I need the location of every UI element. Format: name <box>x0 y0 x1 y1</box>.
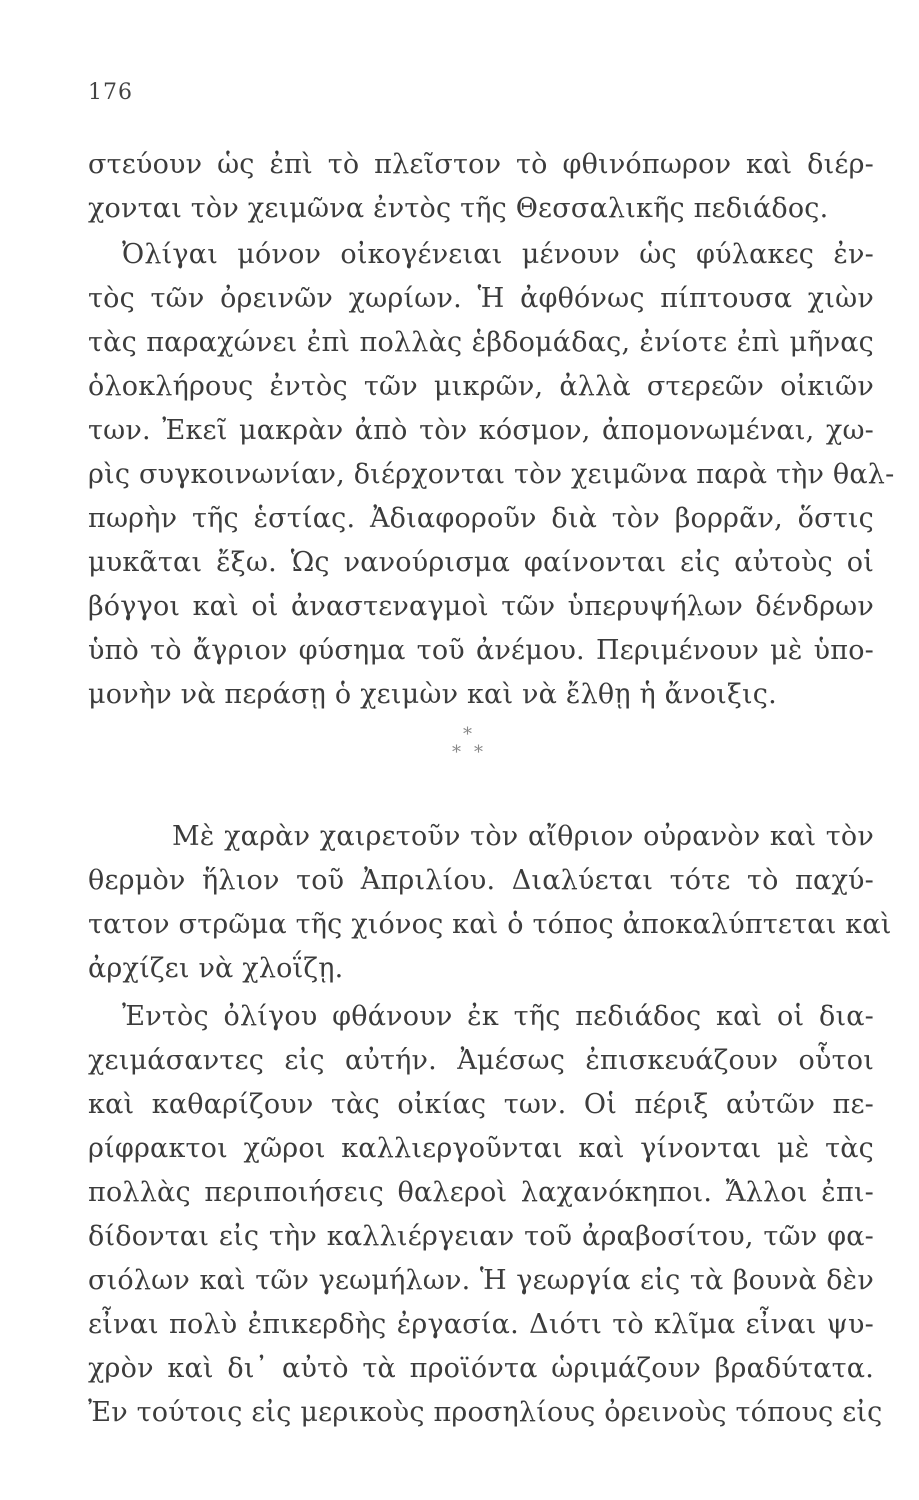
text-line: ἀρχίζει νὰ χλοΐζῃ. <box>88 953 344 984</box>
text-line: ρίφρακτοι χῶροι καλλιεργοῦνται καὶ γίνονται μὲ τὰς <box>88 1133 874 1164</box>
asterism-star: * <box>452 742 461 763</box>
text-line: πωρὴν τῆς ἑστίας. Ἀδιαφοροῦν διὰ τὸν βορρᾶν, ὅστις <box>88 503 874 534</box>
text-line: μονὴν νὰ περάσῃ ὁ χειμὼν καὶ νὰ ἔλθῃ ἡ ἄνοιξις. <box>88 679 777 710</box>
asterism-star: * <box>463 724 472 745</box>
text-line: ρὶς συγκοινωνίαν, διέρχονται τὸν χειμῶνα παρὰ τὴν θαλ- <box>88 459 895 490</box>
text-line: δίδονται εἰς τὴν καλλιέργειαν τοῦ ἀραβοσίτου, τῶν φα- <box>88 1221 874 1252</box>
text-line: πολλὰς περιποιήσεις θαλεροὶ λαχανόκηποι. Ἄλλοι ἐπι- <box>88 1177 874 1208</box>
text-line: σιόλων καὶ τῶν γεωμήλων. Ἡ γεωργία εἰς τὰ βουνὰ δὲν <box>88 1265 874 1296</box>
text-line: χρὸν καὶ δι᾽ αὐτὸ τὰ προϊόντα ὡριμάζουν βραδύτατα. <box>88 1353 874 1384</box>
text-line: μυκᾶται ἔξω. Ὡς νανούρισμα φαίνονται εἰς αὐτοὺς οἱ <box>88 547 874 578</box>
text-line: εἶναι πολὺ ἐπικερδὴς ἐργασία. Διότι τὸ κλῖμα εἶναι ψυ- <box>88 1309 874 1340</box>
text-line: ὑπὸ τὸ ἄγριον φύσημα τοῦ ἀνέμου. Περιμένουν μὲ ὑπο- <box>88 635 874 666</box>
text-line: Ὀλίγαι μόνον οἰκογένειαι μένουν ὡς φύλακες ἐν- <box>122 239 874 270</box>
text-line: των. Ἐκεῖ μακρὰν ἀπὸ τὸν κόσμον, ἀπομονωμέναι, χω- <box>88 415 874 446</box>
page-number: 176 <box>88 80 133 105</box>
text-line: θερμὸν ἥλιον τοῦ Ἀπριλίου. Διαλύεται τότε τὸ παχύ- <box>88 865 874 896</box>
text-line: τατον στρῶμα τῆς χιόνος καὶ ὁ τόπος ἀποκαλύπτεται καὶ <box>88 909 892 940</box>
text-line: ὁλοκλήρους ἐντὸς τῶν μικρῶν, ἀλλὰ στερεῶν οἰκιῶν <box>88 371 874 402</box>
text-line: βόγγοι καὶ οἱ ἀναστεναγμοὶ τῶν ὑπερυψήλων δένδρων <box>88 591 874 622</box>
text-line: τὰς παραχώνει ἐπὶ πολλὰς ἑβδομάδας, ἐνίοτε ἐπὶ μῆνας <box>88 327 874 358</box>
text-line: Ἐν τούτοις εἰς μερικοὺς προσηλίους ὀρεινοὺς τόπους εἰς <box>88 1397 883 1428</box>
text-line: χειμάσαντες εἰς αὐτήν. Ἀμέσως ἐπισκευάζουν οὗτοι <box>88 1045 874 1076</box>
text-line: στεύουν ὡς ἐπὶ τὸ πλεῖστον τὸ φθινόπωρον καὶ διέρ- <box>88 149 874 180</box>
text-line: χονται τὸν χειμῶνα ἐντὸς τῆς Θεσσαλικῆς πεδιάδος. <box>88 193 829 224</box>
asterism-star: * <box>474 742 483 763</box>
text-line: Μὲ χαρὰν χαιρετοῦν τὸν αἴθριον οὐρανὸν καὶ τὸν <box>172 821 874 852</box>
text-line: καὶ καθαρίζουν τὰς οἰκίας των. Οἱ πέριξ αὐτῶν πε- <box>88 1089 874 1120</box>
text-line: Ἐντὸς ὀλίγου φθάνουν ἐκ τῆς πεδιάδος καὶ οἱ δια- <box>122 1001 874 1032</box>
text-line: τὸς τῶν ὀρεινῶν χωρίων. Ἡ ἀφθόνως πίπτουσα χιὼν <box>88 283 874 314</box>
